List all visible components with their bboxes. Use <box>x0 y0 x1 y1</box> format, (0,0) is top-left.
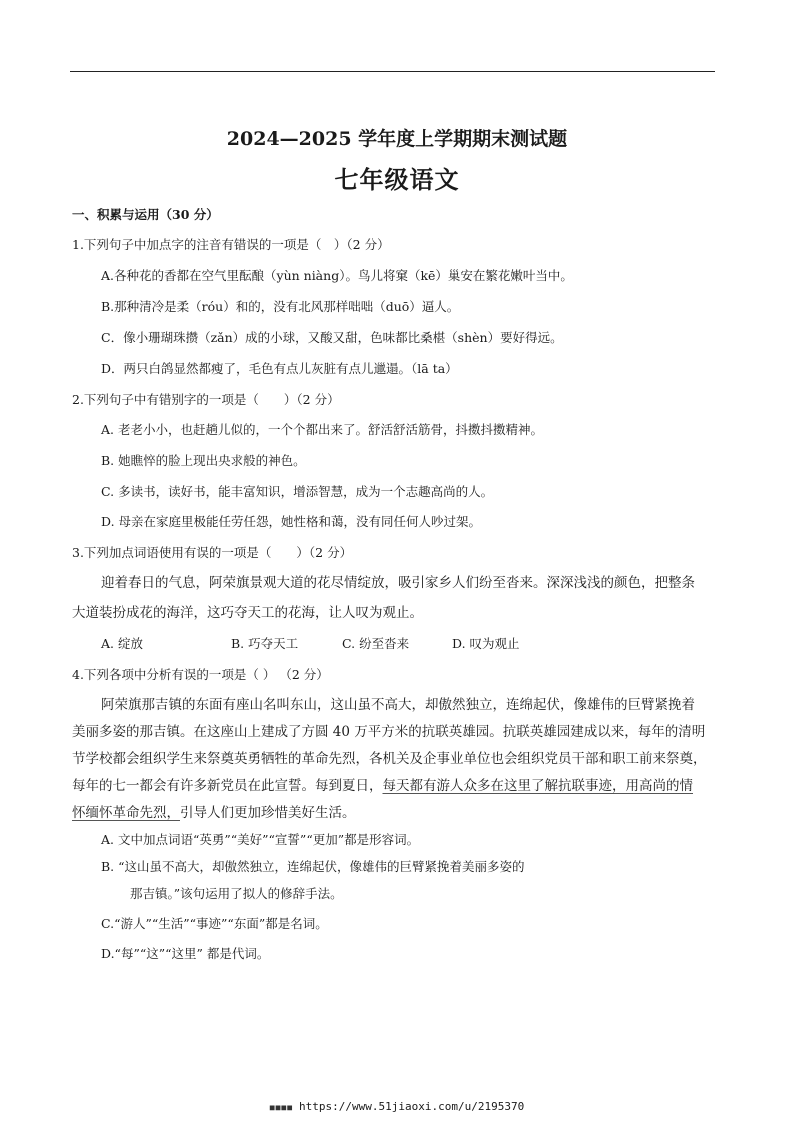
q3-passage-line-1: 迎着春日的气息，阿荣旗景观大道的花尽情绽放，吸引家乡人们纷至沓来。深深浅浅的颜色，把整条 <box>101 575 695 591</box>
q1-option-c: C．像小珊瑚珠攒（zǎn）成的小球，又酸又甜，色味都比桑椹（shèn）要好得远。 <box>101 330 563 345</box>
q4-passage-line-4 <box>72 776 693 796</box>
footer-logo-mark: ■■■■ <box>269 1103 294 1112</box>
q3-passage-line-2: 大道装扮成花的海洋，这巧夺天工的花海，让人叹为观止。 <box>72 605 423 621</box>
q2-option-a: A. 老老小小，也赶趟儿似的，一个个都出来了。舒活舒活筋骨，抖擞抖擞精神。 <box>101 422 543 437</box>
q2-option-c: C. 多读书，读好书，能丰富知识，增添智慧，成为一个志趣高尚的人。 <box>101 484 494 499</box>
top-rule <box>70 71 715 72</box>
q1-option-d: D．两只白鸽显然都瘦了，毛色有点儿灰脏有点儿邋遢。（lā ta） <box>101 361 458 376</box>
q3-option-d: D. 叹为观止 <box>452 636 520 651</box>
q4-passage-line-2: 美丽多姿的那吉镇。在这座山上建成了方圆 40 万平方米的抗联英雄园。抗联英雄园建成以来，每年的清明 <box>72 724 706 740</box>
q4-passage-underlined-1: 每天都有游人众多在这里了解抗联事迹，用高尚的情 <box>382 778 693 794</box>
q1-stem: 1.下列句子中加点字的注音有错误的一项是（ ）（2 分） <box>72 237 390 252</box>
q4-passage-line-1: 阿荣旗那吉镇的东面有座山名叫东山，这山虽不高大，却傲然独立，连绵起伏，像雄伟的巨臂紧挽着 <box>101 697 695 713</box>
q4-passage-line-5-plain: 引导人们更加珍惜美好生活。 <box>180 805 356 821</box>
q4-option-d: D.“每”“这”“这里” 都是代词。 <box>101 946 270 961</box>
q4-option-a: A. 文中加点词语“英勇”“美好”“宣誓”“更加”都是形容词。 <box>101 832 420 847</box>
q1-option-a: A.各种花的香都在空气里酝酿（yùn niàng）。鸟儿将窠（kē）巢安在繁花嫩叶当中。 <box>101 268 573 283</box>
q4-stem: 4.下列各项中分析有误的一项是（ ） （2 分） <box>72 667 329 682</box>
q3-options <box>101 634 520 654</box>
q2-option-b: B. 她瞧悴的脸上现出央求般的神色。 <box>101 453 306 468</box>
footer-watermark <box>0 1100 794 1113</box>
q4-passage-line-5 <box>72 803 356 823</box>
footer-url[interactable]: https://www.51jiaoxi.com/u/2195370 <box>299 1100 525 1113</box>
q2-option-d: D. 母亲在家庭里极能任劳任怨，她性格和蔼，没有同任何人吵过架。 <box>101 514 482 529</box>
q4-option-c: C.“游人”“生活”“事迹”“东面”都是名词。 <box>101 916 328 931</box>
q3-option-b: B. 巧夺天工 <box>231 636 299 651</box>
q1-option-b: B.那种清冷是柔（róu）和的，没有北风那样咄咄（duō）逼人。 <box>101 299 460 314</box>
q4-option-b-line-2: 那吉镇。”该句运用了拟人的修辞手法。 <box>130 886 343 901</box>
exam-subtitle: 七年级语文 <box>334 165 460 194</box>
q3-stem: 3.下列加点词语使用有误的一项是（ ）（2 分） <box>72 545 353 560</box>
q3-option-c: C. 纷至沓来 <box>342 636 410 651</box>
exam-title: 2024—2025 学年度上学期期末测试题 <box>226 128 568 150</box>
q4-passage-line-3: 节学校都会组织学生来祭奠英勇牺牲的革命先烈，各机关及企事业单位也会组织党员干部和职工前来祭奠， <box>72 751 707 767</box>
q3-option-a: A. 绽放 <box>101 636 143 651</box>
q4-passage-line-4-plain: 每年的七一都会有许多新党员在此宣誓。每到夏日， <box>72 778 383 794</box>
q4-option-b-line-1: B. “这山虽不高大，却傲然独立，连绵起伏，像雄伟的巨臂紧挽着美丽多姿的 <box>101 859 525 874</box>
q4-passage-underlined-2: 怀缅怀革命先烈， <box>72 805 180 821</box>
q2-stem: 2.下列句子中有错别字的一项是（ ）（2 分） <box>72 392 340 407</box>
section-heading: 一、积累与运用（30 分） <box>72 207 219 222</box>
